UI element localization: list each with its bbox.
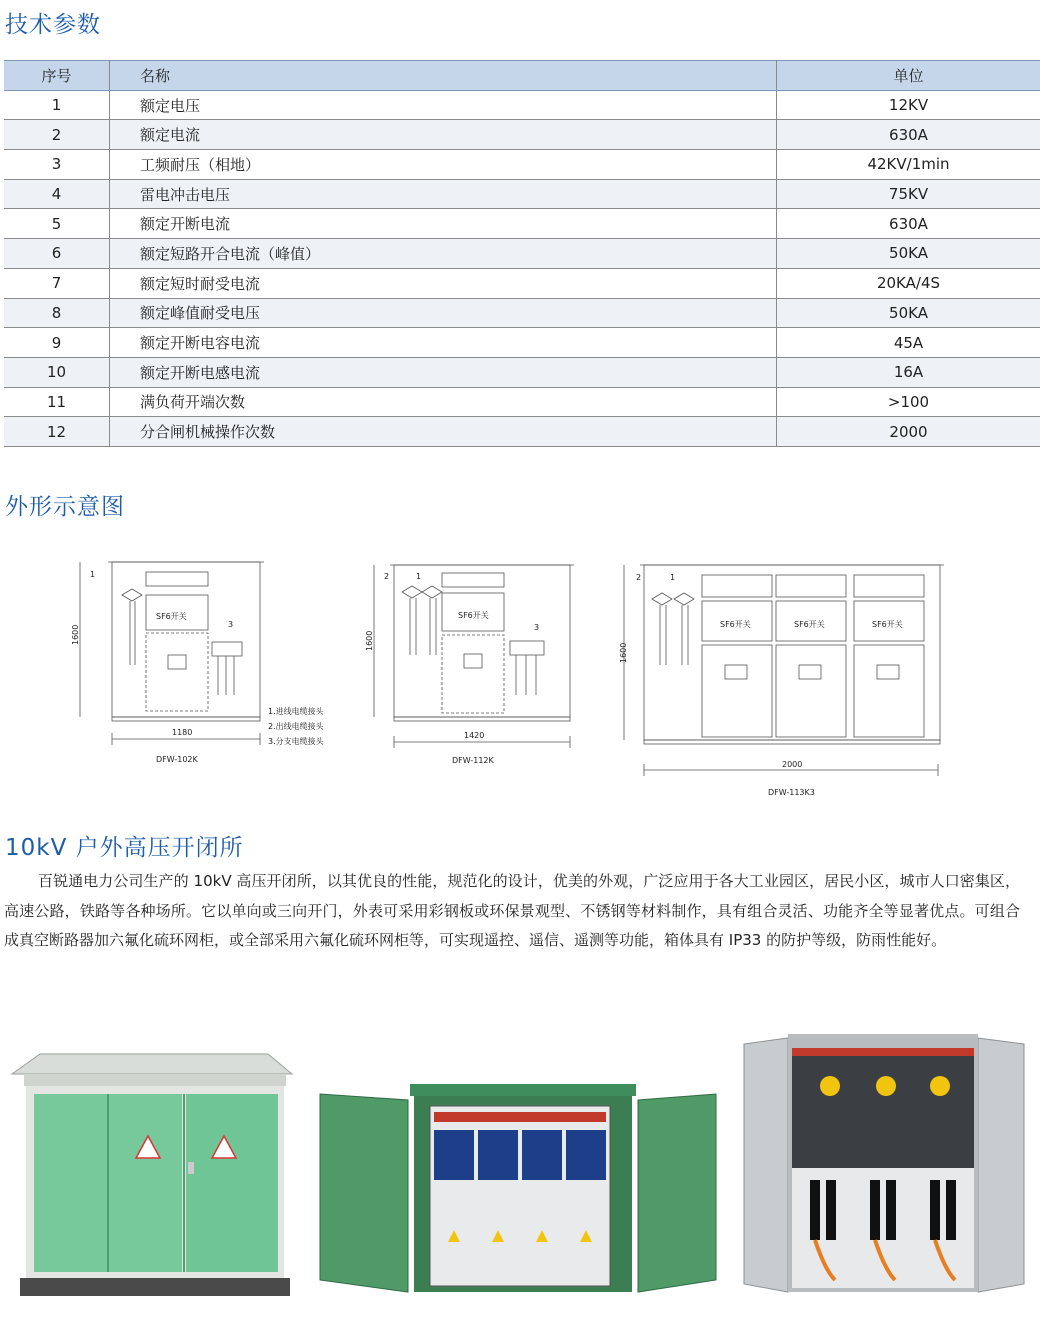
section-title-tech-params: 技术参数 (5, 12, 101, 38)
switch-label-1: SF6开关 (720, 620, 751, 629)
row-index: 4 (4, 179, 110, 209)
callout-2: 2 (636, 573, 642, 582)
header-name: 名称 (110, 61, 777, 91)
callout-1: 1 (670, 573, 676, 582)
spec-table (4, 60, 1040, 447)
table-row (4, 150, 1040, 180)
model-label: DFW-102K (156, 755, 198, 764)
photo-open-cabinet (318, 1080, 720, 1300)
row-unit: 16A (777, 357, 1041, 387)
row-index: 7 (4, 268, 110, 298)
table-row (4, 179, 1040, 209)
row-index: 12 (4, 417, 110, 447)
legend-item-3: 3.分支电缆接头 (268, 737, 324, 746)
row-name: 额定电流 (110, 120, 777, 150)
switch-label-2: SF6开关 (794, 620, 825, 629)
switch-label: SF6开关 (458, 611, 489, 620)
row-name: 额定开断电感电流 (110, 357, 777, 387)
intro-paragraph: 百锐通电力公司生产的 10kV 高压开闭所，以其优良的性能，规范化的设计，优美的外观，广泛应用于各大工业园区，居民小区，城市人口密集区，高速公路，铁路等各种场所。它以单向或三向开门，外表可采用彩钢板或环保景观型、不锈钢等材料制作，具有组合灵活、功能齐全等显著优点。可组合成真空断路器加六氟化硫环网柜，或全部采用六氟化硫环网柜等，可实现遥控、遥信、遥测等功能，箱体具有 IP33 的防护等级，防雨性能好。 (4, 872, 1020, 949)
row-index: 5 (4, 209, 110, 239)
row-unit: 42KV/1min (777, 150, 1041, 180)
table-row (4, 417, 1040, 447)
row-index: 8 (4, 298, 110, 328)
row-unit: 630A (777, 120, 1041, 150)
row-name: 工频耐压（相地） (110, 150, 777, 180)
row-name: 满负荷开端次数 (110, 387, 777, 417)
row-unit: >100 (777, 387, 1041, 417)
drawing-dfw-102k (60, 555, 275, 770)
row-index: 3 (4, 150, 110, 180)
row-name: 分合闸机械操作次数 (110, 417, 777, 447)
row-unit: 20KA/4S (777, 268, 1041, 298)
row-index: 2 (4, 120, 110, 150)
callout-1: 1 (90, 570, 96, 579)
callout-3: 3 (228, 620, 234, 629)
row-name: 额定开断电流 (110, 209, 777, 239)
callout-3: 3 (534, 623, 540, 632)
row-unit: 2000 (777, 417, 1041, 447)
table-row (4, 357, 1040, 387)
row-index: 6 (4, 239, 110, 269)
height-dim: 1600 (365, 630, 374, 651)
table-row (4, 90, 1040, 120)
legend-item-2: 2.出线电缆接头 (268, 722, 324, 731)
drawing-dfw-112k (360, 555, 600, 770)
width-dim: 2000 (782, 760, 803, 769)
row-name: 雷电冲击电压 (110, 179, 777, 209)
section-title-outline: 外形示意图 (5, 494, 125, 520)
table-row (4, 328, 1040, 358)
table-row (4, 268, 1040, 298)
row-unit: 50KA (777, 239, 1041, 269)
row-name: 额定峰值耐受电压 (110, 298, 777, 328)
table-row (4, 387, 1040, 417)
row-name: 额定电压 (110, 90, 777, 120)
switch-label-3: SF6开关 (872, 620, 903, 629)
row-unit: 50KA (777, 298, 1041, 328)
row-unit: 75KV (777, 179, 1041, 209)
row-name: 额定开断电容电流 (110, 328, 777, 358)
width-dim: 1420 (464, 731, 485, 740)
table-row (4, 209, 1040, 239)
row-name: 额定短时耐受电流 (110, 268, 777, 298)
height-dim: 1600 (71, 624, 80, 645)
height-dim: 1600 (619, 642, 628, 663)
table-row (4, 298, 1040, 328)
section-title-intro: 10kV 户外高压开闭所 (5, 835, 244, 861)
photo-steel-cabinet (740, 1030, 1030, 1298)
row-unit: 630A (777, 209, 1041, 239)
table-row (4, 239, 1040, 269)
callout-1: 1 (416, 572, 422, 581)
row-unit: 45A (777, 328, 1041, 358)
model-label: DFW-113K3 (768, 788, 815, 797)
model-label: DFW-112K (452, 756, 494, 765)
switch-label: SF6开关 (156, 612, 187, 621)
row-index: 9 (4, 328, 110, 358)
drawing-dfw-113k3 (610, 555, 950, 800)
drawing-legend (266, 700, 356, 750)
legend-item-1: 1.进线电缆接头 (268, 707, 324, 716)
header-unit: 单位 (777, 61, 1041, 91)
row-index: 1 (4, 90, 110, 120)
header-index: 序号 (4, 61, 110, 91)
row-name: 额定短路开合电流（峰值） (110, 239, 777, 269)
callout-2: 2 (384, 572, 390, 581)
row-unit: 12KV (777, 90, 1041, 120)
table-header-row (4, 61, 1040, 91)
table-row (4, 120, 1040, 150)
row-index: 10 (4, 357, 110, 387)
row-index: 11 (4, 387, 110, 417)
photo-green-kiosk (8, 1050, 298, 1300)
width-dim: 1180 (172, 728, 193, 737)
